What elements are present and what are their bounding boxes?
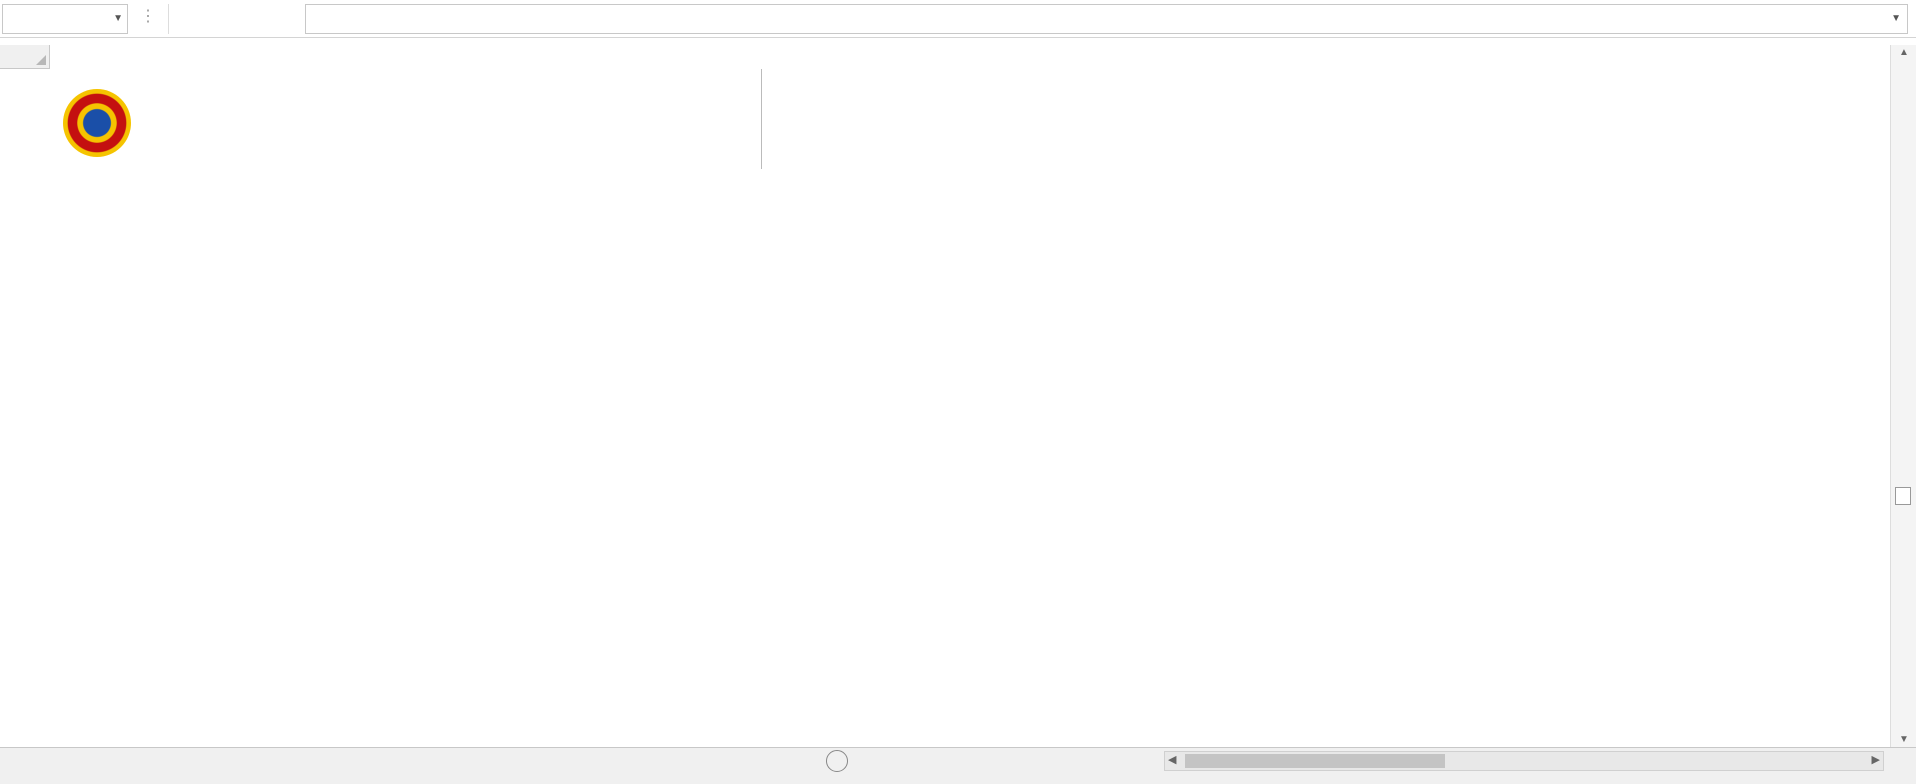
horizontal-scrollbar[interactable] [1164,751,1884,771]
scroll-up-icon[interactable]: ▲ [1899,47,1909,58]
horizontal-scroll-thumb[interactable] [1185,754,1445,768]
expand-formula-icon[interactable]: ▼ [1891,13,1901,24]
vertical-scrollbar[interactable] [1890,45,1916,747]
formula-bar [0,0,1916,38]
scroll-down-icon[interactable]: ▼ [1899,734,1909,745]
sheet-area[interactable] [50,69,1890,747]
name-box[interactable] [2,4,128,34]
add-sheet-icon[interactable] [826,750,848,772]
status-bar [0,777,1916,784]
formula-input[interactable] [305,4,1908,34]
sheet-tabs-bar [0,747,1916,777]
customs-logo [63,89,131,157]
scroll-right-icon[interactable]: ▶ [1871,754,1880,766]
chevron-down-icon[interactable]: ▼ [113,13,123,24]
worksheet-grid [0,45,1890,747]
scroll-left-icon[interactable]: ◀ [1168,754,1177,766]
more-icon[interactable]: ⋮ [140,8,156,25]
update-date [762,89,1890,115]
title-block [50,69,762,169]
select-all-button[interactable] [0,45,50,69]
formula-icons [168,4,302,34]
vertical-scroll-thumb[interactable] [1895,487,1911,505]
